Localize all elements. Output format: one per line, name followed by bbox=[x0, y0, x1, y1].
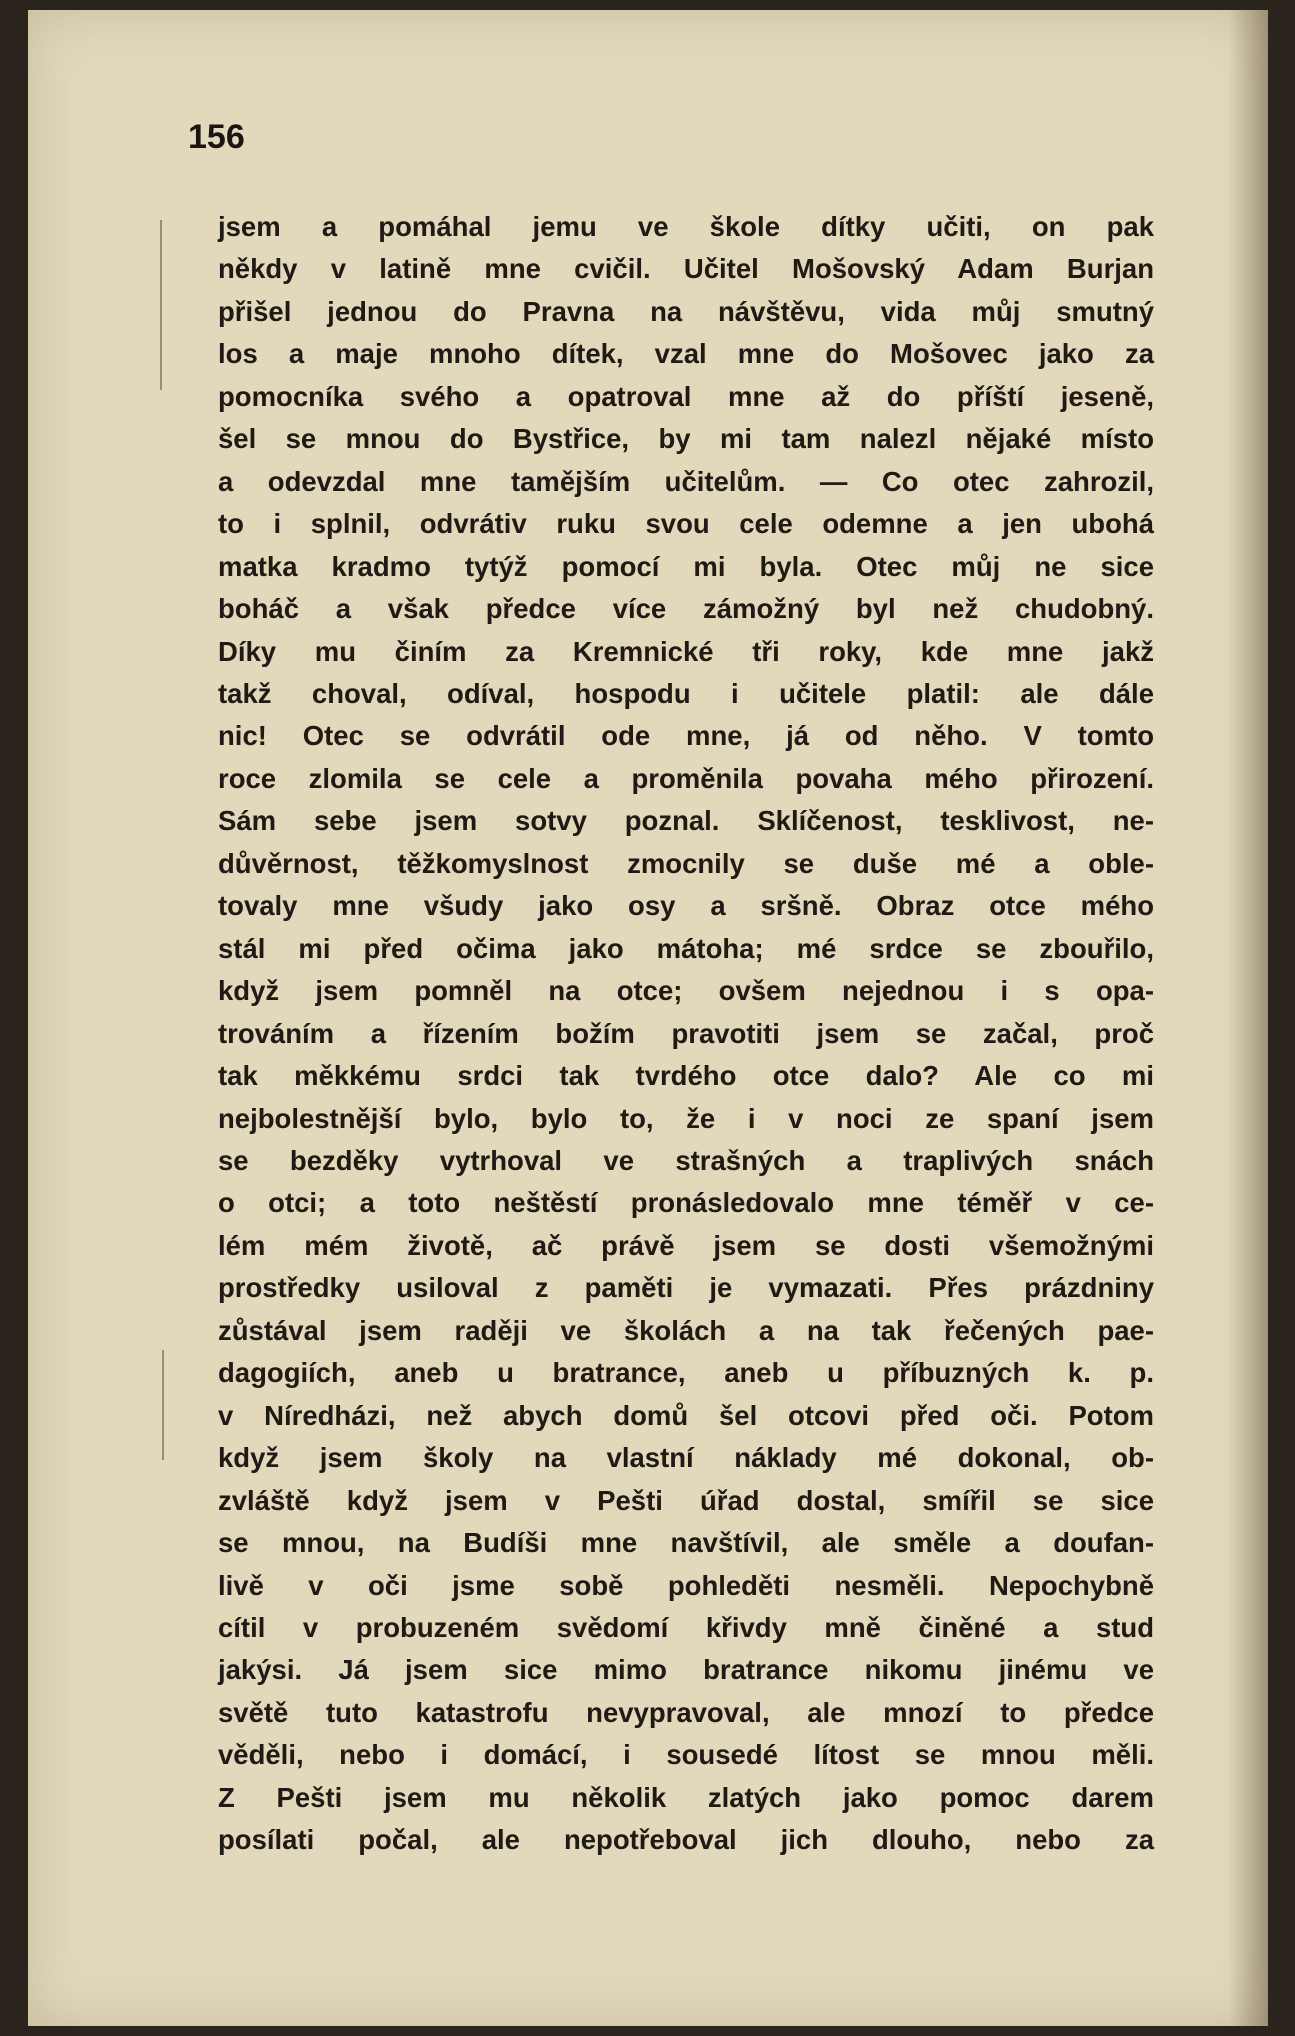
text-line: livě v oči jsme sobě pohleděti nesměli. Nepochybně bbox=[218, 1569, 1154, 1601]
text-line: někdy v latině mne cvičil. Učitel Mošovský Adam Burjan bbox=[218, 253, 1154, 285]
text-line: posílati počal, ale nepotřeboval jich dlouho, nebo za bbox=[218, 1824, 1154, 1856]
text-line: Z Pešti jsem mu několik zlatých jako pomoc darem bbox=[218, 1781, 1154, 1813]
text-line: zvláště když jsem v Pešti úřad dostal, smířil se sice bbox=[218, 1484, 1154, 1516]
margin-mark bbox=[162, 1350, 164, 1460]
text-line: když jsem školy na vlastní náklady mé dokonal, ob- bbox=[218, 1442, 1154, 1474]
text-line: přišel jednou do Pravna na návštěvu, vida můj smutný bbox=[218, 295, 1154, 327]
text-line: se mnou, na Budíši mne navštívil, ale směle a doufan- bbox=[218, 1527, 1154, 1559]
book-page bbox=[28, 10, 1268, 2026]
text-line: to i splnil, odvrátiv ruku svou cele odemne a jen ubohá bbox=[218, 508, 1154, 540]
text-line: důvěrnost, těžkomyslnost zmocnily se duše mé a oble- bbox=[218, 847, 1154, 879]
text-line: o otci; a toto neštěstí pronásledovalo mne téměř v ce- bbox=[218, 1187, 1154, 1219]
text-line: pomocníka svého a opatroval mne až do příští jeseně, bbox=[218, 380, 1154, 412]
text-line: nic! Otec se odvrátil ode mne, já od něho. V tomto bbox=[218, 720, 1154, 752]
text-line: dagogiích, aneb u bratrance, aneb u příbuzných k. p. bbox=[218, 1357, 1154, 1389]
text-line: když jsem pomněl na otce; ovšem nejednou i s opa- bbox=[218, 975, 1154, 1007]
text-line: Díky mu činím za Kremnické tři roky, kde mne jakž bbox=[218, 635, 1154, 667]
text-line: nejbolestnější bylo, bylo to, že i v noci ze spaní jsem bbox=[218, 1102, 1154, 1134]
text-line: los a maje mnoho dítek, vzal mne do Mošovec jako za bbox=[218, 338, 1154, 370]
text-line: boháč a však předce více zámožný byl než chudobný. bbox=[218, 593, 1154, 625]
body-text bbox=[218, 206, 1154, 1862]
page-fold-shadow bbox=[1228, 10, 1268, 2026]
text-line: matka kradmo tytýž pomocí mi byla. Otec můj ne sice bbox=[218, 550, 1154, 582]
text-line: se bezděky vytrhoval ve strašných a traplivých snách bbox=[218, 1144, 1154, 1176]
text-line: tak měkkému srdci tak tvrdého otce dalo? Ale co mi bbox=[218, 1060, 1154, 1092]
margin-mark bbox=[160, 220, 162, 390]
text-line: tovaly mne všudy jako osy a sršně. Obraz otce mého bbox=[218, 890, 1154, 922]
text-line: lém mém životě, ač právě jsem se dosti všemožnými bbox=[218, 1229, 1154, 1261]
text-line: jsem a pomáhal jemu ve škole dítky učiti, on pak bbox=[218, 211, 1154, 242]
text-line: prostředky usiloval z paměti je vymazati. Přes prázdniny bbox=[218, 1272, 1154, 1304]
text-line: v Níredházi, než abych domů šel otcovi před oči. Potom bbox=[218, 1399, 1154, 1431]
text-line: a odevzdal mne tamějším učitelům. — Co otec zahrozil, bbox=[218, 465, 1154, 497]
text-line: cítil v probuzeném svědomí křivdy mně činěné a stud bbox=[218, 1611, 1154, 1643]
text-line: zůstával jsem raději ve školách a na tak řečených pae- bbox=[218, 1314, 1154, 1346]
text-line: takž choval, odíval, hospodu i učitele platil: ale dále bbox=[218, 677, 1154, 709]
text-line: šel se mnou do Bystřice, by mi tam nalezl nějaké místo bbox=[218, 423, 1154, 455]
text-line: světě tuto katastrofu nevypravoval, ale mnozí to předce bbox=[218, 1696, 1154, 1728]
text-line: jakýsi. Já jsem sice mimo bratrance nikomu jinému ve bbox=[218, 1654, 1154, 1686]
text-line: Sám sebe jsem sotvy poznal. Sklíčenost, tesklivost, ne- bbox=[218, 805, 1154, 837]
text-line: stál mi před očima jako mátoha; mé srdce se zbouřilo, bbox=[218, 932, 1154, 964]
text-line: trováním a řízením božím pravotiti jsem se začal, proč bbox=[218, 1017, 1154, 1049]
text-line: věděli, nebo i domácí, i sousedé lítost se mnou měli. bbox=[218, 1739, 1154, 1771]
text-line: roce zlomila se cele a proměnila povaha mého přirození. bbox=[218, 762, 1154, 794]
page-number: 156 bbox=[188, 118, 245, 156]
